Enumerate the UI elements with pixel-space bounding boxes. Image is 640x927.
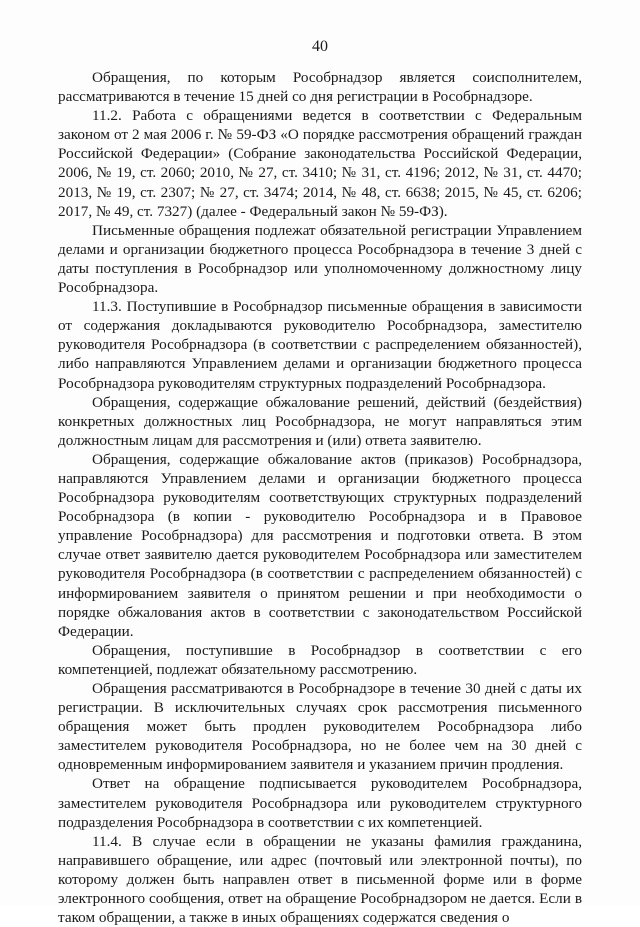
page-number: 40 <box>312 38 328 55</box>
paragraph-3: Письменные обращения подлежат обязательной регистрации Управлением делами и организации бюджетного процесса Рособрнадзора в течение 3 дней с даты поступления в Рособрнадзор или уполномоченному должностному лицу Рособрнадзора. <box>58 221 582 297</box>
document-body <box>58 68 582 927</box>
paragraph-8: Обращения рассматриваются в Рособрнадзоре в течение 30 дней с даты их регистрации. В исключительных случаях срок рассмотрения письменного обращения может быть продлен руководителем Рособрнадзора либо заместителем руководителя Рособрнадзора, но не более чем на 30 дней с одновременным информированием заявителя и указанием причин продления. <box>58 680 582 774</box>
paragraph-7: Обращения, поступившие в Рособрнадзор в соответствии с его компетенцией, подлежат обязательному рассмотрению. <box>58 641 582 678</box>
paragraph-1: Обращения, по которым Рособрнадзор является соисполнителем, рассматриваются в течение 15 дней со дня регистрации в Рособрнадзоре. <box>58 69 582 106</box>
paragraph-6: Обращения, содержащие обжалование актов (приказов) Рособрнадзора, направляются Управлением делами и организации бюджетного процесса Рособрнадзора руководителям соответствующих структурных подразделений Рособрнадзора (в копии - руководителю Рособрнадзора и в Правовое управление Рособрнадзора) для рассмотрения и подготовки ответа. В этом случае ответ заявителю дается руководителем Рособрнадзора или заместителем руководителя Рособрнадзора (в соответствии с распределением обязанностей) с информированием заявителя о принятом решении и при необходимости о порядке обжалования актов в соответствии с законодательством Российской Федерации. <box>58 450 582 640</box>
paragraph-9: Ответ на обращение подписывается руководителем Рособрнадзора, заместителем руководителя Рособрнадзора или руководителем структурного подразделения Рособрнадзора в соответствии с их компетенцией. <box>58 775 582 831</box>
paragraph-10: 11.4. В случае если в обращении не указаны фамилия гражданина, направившего обращение, или адрес (почтовый или электронной почты), по которому должен быть направлен ответ в письменной форме или в форме электронного сообщения, ответ на обращение Рособрнадзором не дается. Если в таком обращении, а также в иных обращениях содержатся сведения о <box>58 832 582 927</box>
paragraph-2: 11.2. Работа с обращениями ведется в соответствии с Федеральным законом от 2 мая 2006 г. № 59-ФЗ «О порядке рассмотрения обращений граждан Российской Федерации» (Собрание законодательства Российской Федерации, 2006, № 19, ст. 2060; 2010, № 27, ст. 3410; № 31, ст. 4196; 2012, № 31, ст. 4470; 2013, № 19, ст. 2307; № 27, ст. 3474; 2014, № 48, ст. 6638; 2015, № 45, ст. 6206; 2017, № 49, ст. 7327) (далее - Федеральный закон № 59-ФЗ). <box>58 107 582 220</box>
paragraph-5: Обращения, содержащие обжалование решений, действий (бездействия) конкретных должностных лиц Рособрнадзора, не могут направляться этим должностным лицам для рассмотрения и (или) ответа заявителю. <box>58 393 582 449</box>
paragraph-4: 11.3. Поступившие в Рособрнадзор письменные обращения в зависимости от содержания докладываются руководителю Рособрнадзора, заместителю руководителя Рособрнадзора (в соответствии с распределением обязанностей), либо направляются Управлением делами и организации бюджетного процесса Рособрнадзора руководителям структурных подразделений Рособрнадзора. <box>58 298 582 392</box>
